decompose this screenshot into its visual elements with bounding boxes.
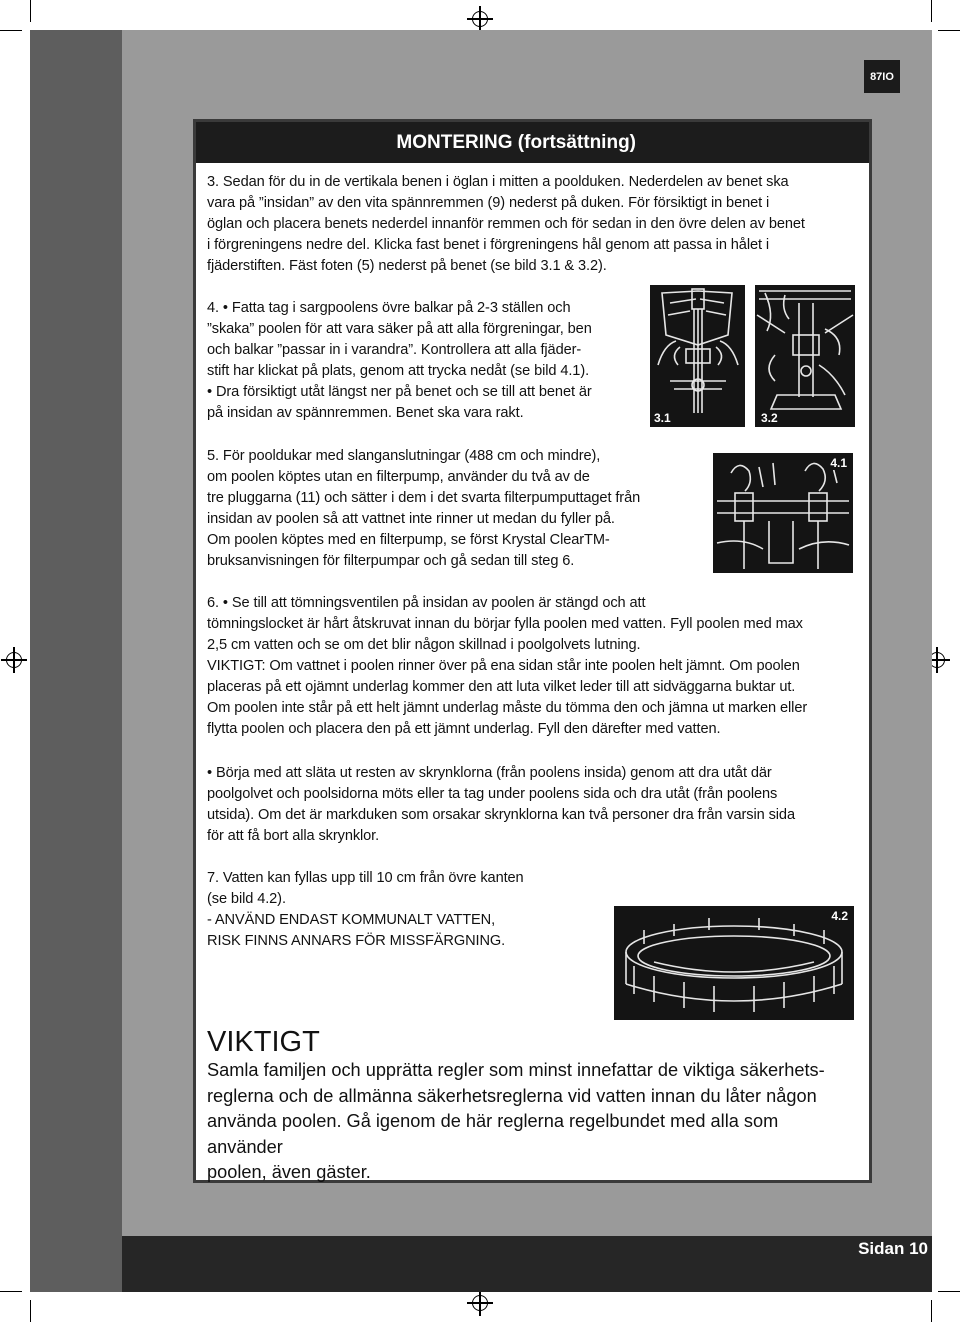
leg-insertion-illustration — [650, 285, 745, 427]
registration-mark-icon — [472, 11, 488, 27]
section-title: MONTERING (fortsättning) — [196, 122, 869, 163]
wrinkles-bullet-text: • Börja med att släta ut resten av skrynklorna (från poolens insida) genom att dra utåt där poolgolvet och poolsidorna möts eller ta tag under poolens sida och dra utåt (från poolens utsida). Om det är markduken som orsakar skrynklorna kan två personer dra från varsin sida för att få bort alla skrynklor. — [207, 765, 795, 844]
figure-label: 4.1 — [830, 456, 847, 470]
registration-mark-icon — [472, 1295, 488, 1311]
crop-mark — [0, 1291, 22, 1292]
figure-4-1 — [713, 453, 853, 573]
figure-4-2 — [614, 906, 854, 1020]
crop-mark — [931, 0, 932, 22]
filled-pool-illustration — [614, 906, 854, 1020]
figure-3-2 — [755, 285, 855, 427]
registration-mark-icon — [6, 652, 22, 668]
product-code-badge: 87IO — [864, 60, 900, 93]
crop-mark — [30, 1300, 31, 1322]
bottom-band — [122, 1236, 932, 1292]
crop-mark — [938, 1291, 960, 1292]
crop-mark — [938, 30, 960, 31]
left-band — [30, 30, 122, 1292]
step-6-text: 6. • Se till att tömningsventilen på insidan av poolen är stängd och att tömningslocket är hårt åtskruvat innan du börjar fylla poolen med vatten. Fyll poolen med max 2,5 cm vatten och se om det blir någon skillnad i poolgolvets lutning. VIKTIGT: Om vattnet i poolen rinner över på ena sidan står inte poolen helt jämnt. Om poolen placeras på ett ojämnt underlag kommer den att luta vilket leder till att sidväggarna buktar ut. Om poolen inte står på ett helt jämnt underlag måste du tömma den och jämna ut marken eller flytta poolen och placera den på ett jämnt underlag. Fyll den därefter med vatten. — [207, 595, 808, 737]
step-5-text: 5. För pooldukar med slanganslutningar (488 cm och mindre), om poolen köptes utan en filterpump, använder du två av de tre pluggarna (11) och sätter i dem i det svarta filterpumputtaget från insidan av poolen så att vattnet inte rinner ut medan du fyller på. Om poolen köptes med en filterpump, se först Krystal ClearTM- bruksanvisningen för filterpumpar och gå sedan till steg 6. — [207, 448, 641, 569]
step-7-text: 7. Vatten kan fyllas upp till 10 cm från övre kanten (se bild 4.2). - ANVÄND ENDAST KOMMUNALT VATTEN, RISK FINNS ANNARS FÖR MISSFÄRGNING. — [207, 870, 524, 949]
crop-mark — [0, 30, 22, 31]
foot-attachment-illustration — [755, 285, 855, 427]
crop-mark — [931, 1300, 932, 1322]
figure-label: 4.2 — [831, 909, 848, 923]
page-number: Sidan 10 — [858, 1239, 928, 1258]
crop-mark — [30, 0, 31, 22]
important-heading: VIKTIGT — [207, 1026, 320, 1058]
figure-label: 3.1 — [654, 411, 671, 425]
important-body: Samla familjen och upprätta regler som minst innefattar de viktiga säkerhets- reglerna och de allmänna säkerhetsreglerna vid vatten innan du låter någon använda poolen. Gå igenom de här reglerna regelbundet med alla som använder poolen, även gäster. — [207, 1060, 825, 1182]
step-3-text: 3. Sedan för du in de vertikala benen i öglan i mitten a poolduken. Nederdelen av benet ska vara på ”insidan” av den vita spännremmen (9) nederst på duken. För försiktigt in benet i öglan och placera benets nederdel innanför remmen och för sedan in den övre delen av benet i förgreningens nedre del. Klicka fast benet i förgreningens hål genom att passa in hålet i fjäderstiften. Fäst foten (5) nederst på benet (se bild 3.1 & 3.2). — [207, 174, 805, 274]
figure-3-1 — [650, 285, 745, 427]
step-4-text: 4. • Fatta tag i sargpoolens övre balkar på 2-3 ställen och ”skaka” poolen för att vara säker på att alla förgreningar, ben och balkar ”passar in i varandra”. Kontrollera att alla fjäder- stift har klickat på plats, genom att trycka nedåt (se bild 4.1). • Dra försiktigt utåt längst ner på benet och se till att benet är på insidan av spännremmen. Benet ska vara rakt. — [207, 300, 592, 421]
pressing-connectors-illustration — [713, 453, 853, 573]
figure-label: 3.2 — [761, 411, 778, 425]
